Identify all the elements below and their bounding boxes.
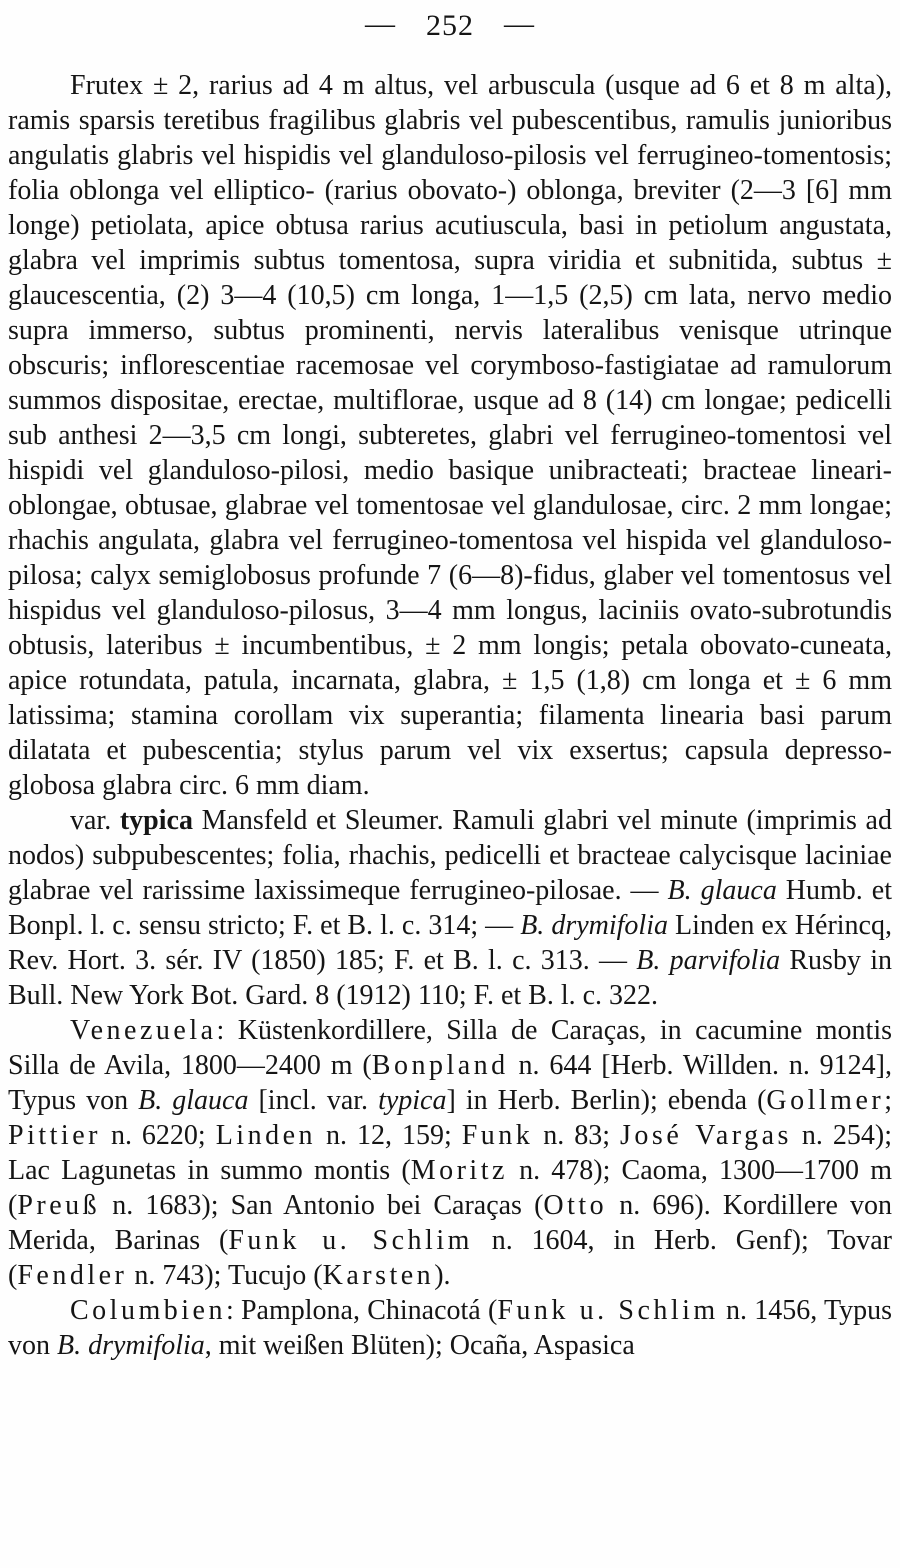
text-segment: Funk u. Schlim (228, 1225, 473, 1256)
text-segment: n. 478); Caoma, 1300—1700 m ( (8, 1155, 892, 1221)
text-segment: , mit weißen Blüten); Ocaña, Aspasica (204, 1330, 635, 1361)
text-segment: [incl. var. (248, 1085, 379, 1116)
text-segment: Linden (215, 1120, 316, 1151)
text-segment: n. 1683); San Antonio bei Caraças ( (100, 1190, 544, 1221)
text-segment: Gollmer (766, 1085, 885, 1116)
text-segment: Linden ex Hérincq, Rev. Hort. 3. sér. IV (1850) 185; F. et B. l. c. 313. — (8, 910, 892, 976)
text-segment: Frutex ± 2, rarius ad 4 m altus, vel arbuscula (usque ad 6 et 8 m alta), ramis sparsis teretibus fragilibus glabris vel pubescentibus, ramulis junioribus angulatis glabris vel hispidis vel glanduloso-pilosis vel ferrugineo-tomentosis; folia oblonga vel elliptico- (rarius obovato-) oblonga, breviter (2—3 [6] mm longe) petiolata, apice obtusa rarius acutiuscula, basi in petiolum angustata, glabra vel imprimis subtus tomentosa, supra viridia et subnitida, subtus ± glaucescentia, (2) 3—4 (10,5) cm longa, 1—1,5 (2,5) cm lata, nervo medio supra immerso, subtus prominenti, nervis lateralibus venisque utrinque obscuris; inflorescentiae racemosae vel corymboso-fastigiatae ad ramulorum summos dispositae, erectae, multiflorae, usque ad 8 (14) cm longae; pedicelli sub anthesi 2—3,5 cm longi, subteretes, glabri vel ferrugineo-tomentosi vel hispidi vel glanduloso-pilosi, medio basique unibracteati; bracteae lineari-oblongae, obtusae, glabrae vel tomentosae vel glandulosae, circ. 2 mm longae; rhachis angulata, glabra vel ferrugineo-tomentosa vel hispida vel glanduloso-pilosa; calyx semiglobosus profunde 7 (6—8)-fidus, glaber vel tomentosus vel hispidus vel glanduloso-pilosus, 3—4 mm longus, laciniis ovato-subrotundis obtusis, lateribus ± incumbentibus, ± 2 mm longis; petala obovato-cuneata, apice rotundata, patula, incarnata, glabra, ± 1,5 (1,8) cm longa et ± 6 mm latissima; stamina corollam vix superantia; filamenta linearia basi parum dilatata et pubescentia; stylus parum vel vix exsertus; capsula depresso-globosa glabra circ. 6 mm diam. (8, 70, 892, 801)
text-segment: n. 1604, in Herb. Genf); Tovar ( (8, 1225, 892, 1291)
text-block (8, 68, 892, 1363)
text-segment: Preuß (17, 1190, 101, 1221)
page-number: 252 (426, 9, 474, 42)
text-segment: : Küstenkordillere, Silla de Caraças, in cacumine montis Silla de Avila, 1800—2400 m ( (8, 1015, 892, 1081)
text-segment: Funk u. Schlim (497, 1295, 719, 1326)
text-segment: Pittier (8, 1120, 101, 1151)
text-segment: n. 743); Tucujo ( (127, 1260, 323, 1291)
text-segment: B. drymifolia (520, 910, 668, 941)
text-segment: n. 6220; (100, 1120, 216, 1151)
text-segment: n. 12, 159; (316, 1120, 462, 1151)
text-segment: B. glauca (138, 1085, 249, 1116)
text-segment: : Pamplona, Chinacotá ( (225, 1295, 498, 1326)
text-segment: typica (378, 1085, 447, 1116)
text-segment: Otto (543, 1190, 608, 1221)
paragraph-venezuela-records (8, 1013, 892, 1293)
text-segment: B. drymifolia (57, 1330, 205, 1361)
text-segment: Columbien (70, 1295, 226, 1326)
text-segment: Mansfeld et Sleumer. Ramuli glabri vel minute (imprimis ad nodos) subpubescentes; folia, rhachis, pedicelli et bracteae calycisque laciniae glabrae vel rarissime laxissimeque ferrugineo-pilosae. — (8, 805, 892, 906)
text-segment: n. 644 [Herb. Willden. n. 9124], Typus von (8, 1050, 893, 1116)
header-right-dash: — (504, 7, 535, 40)
text-segment: typica (119, 805, 193, 836)
text-segment: ] in Herb. Berlin); ebenda ( (446, 1085, 767, 1116)
text-segment: Humb. et Bonpl. l. c. sensu stricto; F. et B. l. c. 314; — (8, 875, 892, 941)
text-segment: Moritz (410, 1155, 508, 1186)
text-segment: Karsten (322, 1260, 435, 1291)
text-segment: n. 83; (533, 1120, 621, 1151)
text-segment: Fendler (17, 1260, 128, 1291)
text-segment: B. glauca (667, 875, 777, 906)
text-segment: n. 1456, Typus von (8, 1295, 892, 1361)
text-segment: B. parvifolia (636, 945, 781, 976)
text-segment: José Vargas (620, 1120, 792, 1151)
paragraph-columbien-records (8, 1293, 892, 1363)
text-segment: Bonpland (371, 1050, 509, 1081)
text-segment: ). (434, 1260, 451, 1291)
header-left-dash: — (365, 7, 396, 40)
text-segment: n. 254); Lac Lagunetas in summo montis ( (8, 1120, 892, 1186)
text-segment: Funk (461, 1120, 534, 1151)
text-segment: Rusby in Bull. New York Bot. Gard. 8 (1912) 110; F. et B. l. c. 322. (8, 945, 892, 1011)
text-segment: ; (884, 1085, 892, 1116)
page-header (8, 8, 892, 44)
text-segment: var. (70, 805, 120, 836)
text-segment: Venezuela (70, 1015, 217, 1046)
paragraph-latin-description (8, 68, 892, 803)
text-segment: n. 696). Kordillere von Merida, Barinas ( (8, 1190, 892, 1256)
paragraph-var-typica-synonymy (8, 803, 892, 1013)
